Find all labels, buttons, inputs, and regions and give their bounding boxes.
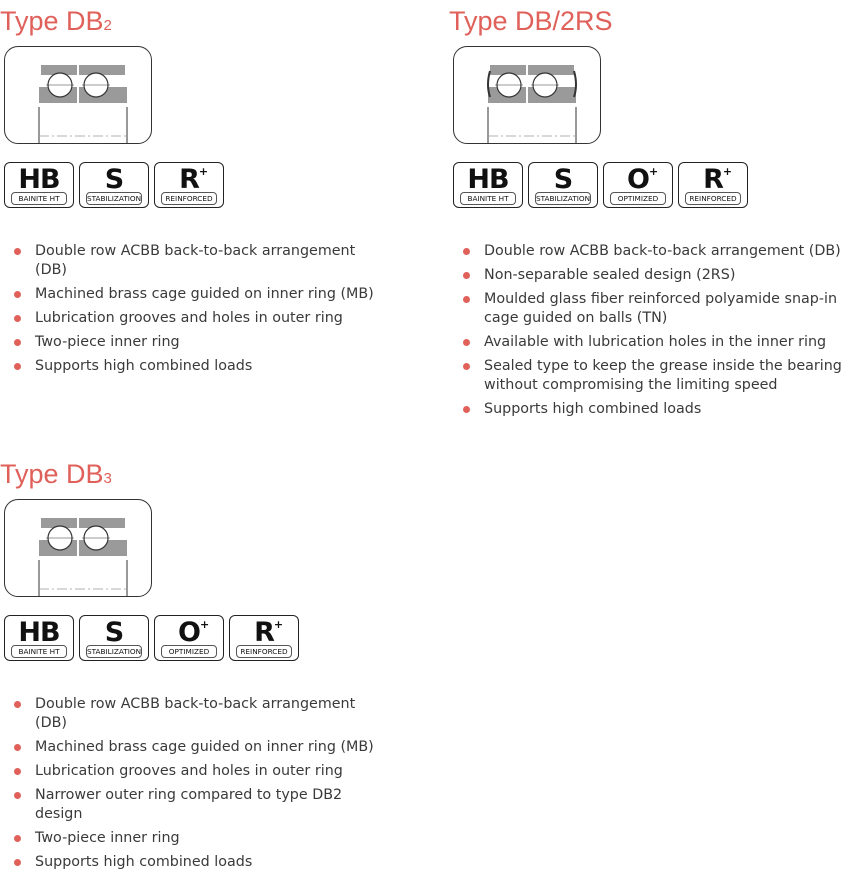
badge-bainite-ht	[4, 615, 74, 661]
badge-letter: O +	[178, 617, 210, 648]
badge-reinforced	[154, 162, 224, 208]
badge-letter: R +	[254, 617, 284, 648]
feature-badges	[453, 162, 748, 208]
badge-label: STABILIZATION	[87, 194, 142, 203]
section-type-db3	[0, 461, 430, 871]
bearing-cross-section-icon	[5, 47, 151, 143]
list-item: Two-piece inner ring	[14, 829, 384, 848]
badge-letter: HB	[467, 164, 509, 195]
badge-label: OPTIMIZED	[161, 645, 217, 658]
badge-letter: HB	[18, 617, 60, 648]
plus-icon: +	[722, 165, 733, 178]
badge-label: REINFORCED	[685, 192, 741, 205]
badge-letter: S	[553, 164, 573, 195]
plus-icon: +	[273, 618, 284, 631]
list-item: Supports high combined loads	[463, 400, 844, 419]
badge-reinforced	[678, 162, 748, 208]
bearing-diagram	[4, 499, 152, 597]
list-item: Non-separable sealed design (2RS)	[463, 266, 844, 285]
section-type-db2	[0, 8, 430, 428]
badge-label: STABILIZATION	[536, 194, 591, 203]
list-item: Lubrication grooves and holes in outer ring	[14, 309, 384, 328]
badge-letter: R +	[179, 164, 209, 195]
list-item: Lubrication grooves and holes in outer ring	[14, 762, 384, 781]
badge-stabilization	[79, 162, 149, 208]
list-item: Double row ACBB back-to-back arrangement (DB)	[14, 695, 384, 733]
section-title: Type DB2	[0, 6, 112, 36]
section-type-db-2rs	[449, 8, 844, 448]
feature-list	[14, 242, 384, 381]
badge-label: BAINITE HT	[11, 192, 67, 205]
badge-letter: R +	[703, 164, 733, 195]
badge-label: BAINITE HT	[460, 192, 516, 205]
list-item: Double row ACBB back-to-back arrangement (DB)	[463, 242, 844, 261]
list-item: Available with lubrication holes in the inner ring	[463, 333, 844, 352]
outer-ring	[41, 65, 125, 75]
badge-label: OPTIMIZED	[610, 192, 666, 205]
section-title: Type DB3	[0, 459, 112, 489]
bearing-diagram	[4, 46, 152, 144]
feature-list	[14, 695, 384, 877]
badge-bainite-ht	[4, 162, 74, 208]
bearing-cross-section-icon	[5, 500, 151, 596]
badge-reinforced	[229, 615, 299, 661]
plus-icon: +	[648, 165, 659, 178]
outer-ring	[490, 65, 574, 75]
badge-bainite-ht	[453, 162, 523, 208]
feature-badges	[4, 615, 299, 661]
plus-icon: +	[199, 618, 210, 631]
badge-stabilization	[79, 615, 149, 661]
bearing-cross-section-icon	[454, 47, 600, 143]
bearing-diagram	[453, 46, 601, 144]
feature-badges	[4, 162, 224, 208]
seal-right	[574, 71, 576, 97]
list-item: Double row ACBB back-to-back arrangement (DB)	[14, 242, 384, 280]
list-item: Supports high combined loads	[14, 357, 384, 376]
list-item: Moulded glass fiber reinforced polyamide snap-in cage guided on balls (TN)	[463, 290, 844, 328]
list-item: Supports high combined loads	[14, 853, 384, 872]
list-item: Machined brass cage guided on inner ring (MB)	[14, 285, 384, 304]
badge-optimized	[154, 615, 224, 661]
badge-letter: O +	[627, 164, 659, 195]
badge-letter: S	[104, 164, 124, 195]
outer-ring	[41, 518, 125, 528]
plus-icon: +	[198, 165, 209, 178]
badge-label: REINFORCED	[236, 645, 292, 658]
badge-label: REINFORCED	[161, 192, 217, 205]
list-item: Sealed type to keep the grease inside the bearing without compromising the limiting speed	[463, 357, 844, 395]
badge-letter: HB	[18, 164, 60, 195]
badge-label: BAINITE HT	[11, 645, 67, 658]
seal-left	[488, 71, 490, 97]
list-item: Narrower outer ring compared to type DB2 design	[14, 786, 384, 824]
badge-letter: S	[104, 617, 124, 648]
badge-stabilization	[528, 162, 598, 208]
feature-list	[463, 242, 844, 424]
section-title: Type DB/2RS	[449, 6, 613, 36]
badge-optimized	[603, 162, 673, 208]
list-item: Machined brass cage guided on inner ring (MB)	[14, 738, 384, 757]
list-item: Two-piece inner ring	[14, 333, 384, 352]
badge-label: STABILIZATION	[87, 647, 142, 656]
